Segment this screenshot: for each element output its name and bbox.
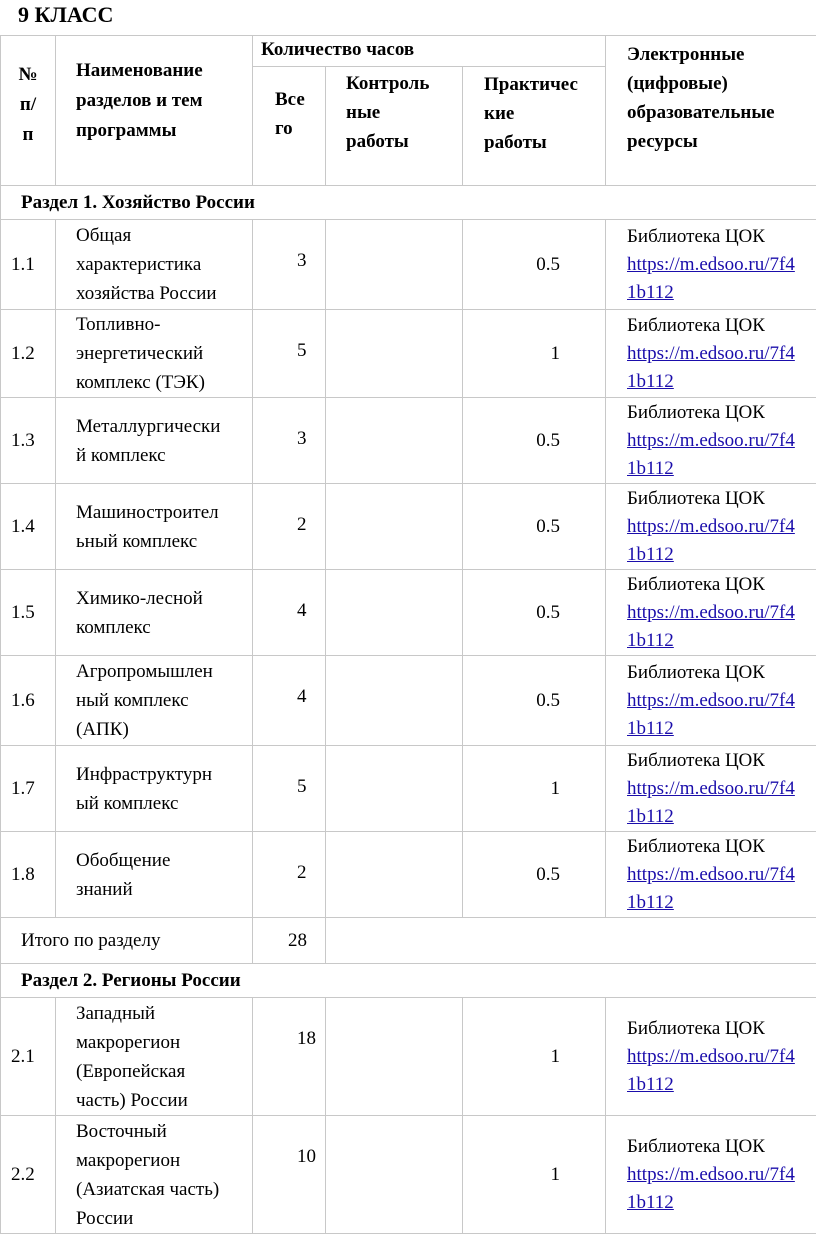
- row-practical-works: 0.5: [463, 398, 606, 484]
- resource-link[interactable]: https://m.edsoo.ru/7f4 1b112: [627, 342, 795, 392]
- row-control-works: [326, 1116, 463, 1234]
- header-name: Наименование разделов и тем программы: [56, 36, 253, 186]
- row-control-works: [326, 310, 463, 398]
- row-total-hours: 2: [253, 484, 326, 570]
- row-practical-works: 0.5: [463, 220, 606, 310]
- row-number: 1.2: [1, 310, 56, 398]
- row-practical-works: 0.5: [463, 832, 606, 918]
- row-topic-name: Металлургически й комплекс: [56, 398, 253, 484]
- row-practical-works: 1: [463, 746, 606, 832]
- subtotal-value: 28: [253, 918, 326, 964]
- resource-link[interactable]: https://m.edsoo.ru/7f4 1b112: [627, 515, 795, 565]
- row-topic-name: Машиностроител ьный комплекс: [56, 484, 253, 570]
- row-total-hours: 4: [253, 570, 326, 656]
- row-total-hours: 2: [253, 832, 326, 918]
- resource-label: Библиотека ЦОК: [627, 573, 765, 595]
- resource-link[interactable]: https://m.edsoo.ru/7f4 1b112: [627, 253, 795, 303]
- page-title: 9 КЛАСС: [18, 2, 114, 27]
- row-control-works: [326, 998, 463, 1116]
- row-resource: [606, 310, 816, 398]
- resource-label: Библиотека ЦОК: [627, 225, 765, 247]
- row-control-works: [326, 656, 463, 746]
- row-topic-name: Общая характеристика хозяйства России: [56, 220, 253, 310]
- row-practical-works: 1: [463, 1116, 606, 1234]
- resource-label: Библиотека ЦОК: [627, 487, 765, 509]
- row-topic-name: Топливно- энергетический комплекс (ТЭК): [56, 310, 253, 398]
- row-number: 1.5: [1, 570, 56, 656]
- curriculum-table: [0, 35, 816, 1234]
- header-total: Все го: [253, 67, 326, 186]
- row-topic-name: Восточный макрорегион (Азиатская часть) России: [56, 1116, 253, 1234]
- resource-link[interactable]: https://m.edsoo.ru/7f4 1b112: [627, 1045, 795, 1095]
- header-num: № п/ п: [1, 36, 56, 186]
- table-row: [1, 570, 816, 656]
- row-resource: [606, 656, 816, 746]
- resource-label: Библиотека ЦОК: [627, 749, 765, 771]
- resource-label: Библиотека ЦОК: [627, 835, 765, 857]
- resource-link[interactable]: https://m.edsoo.ru/7f4 1b112: [627, 429, 795, 479]
- row-number: 2.1: [1, 998, 56, 1116]
- table-row: [1, 220, 816, 310]
- table-row: [1, 998, 816, 1116]
- row-number: 1.6: [1, 656, 56, 746]
- row-resource: [606, 998, 816, 1116]
- resource-label: Библиотека ЦОК: [627, 1135, 765, 1157]
- row-resource: [606, 484, 816, 570]
- table-row: [1, 398, 816, 484]
- section-title: Раздел 1. Хозяйство России: [1, 186, 816, 220]
- row-practical-works: 0.5: [463, 656, 606, 746]
- section-subtotal-row: [1, 918, 816, 964]
- table-row: [1, 832, 816, 918]
- header-practical: Практичес кие работы: [463, 67, 606, 186]
- subtotal-label: Итого по разделу: [1, 918, 253, 964]
- resource-link[interactable]: https://m.edsoo.ru/7f4 1b112: [627, 601, 795, 651]
- row-resource: [606, 746, 816, 832]
- row-topic-name: Агропромышлен ный комплекс (АПК): [56, 656, 253, 746]
- row-total-hours: 3: [253, 398, 326, 484]
- table-row: [1, 484, 816, 570]
- row-number: 1.1: [1, 220, 56, 310]
- row-number: 1.3: [1, 398, 56, 484]
- row-control-works: [326, 746, 463, 832]
- row-topic-name: Химико-лесной комплекс: [56, 570, 253, 656]
- header-hours: Количество часов: [253, 36, 606, 67]
- row-total-hours: 5: [253, 746, 326, 832]
- resource-label: Библиотека ЦОК: [627, 1017, 765, 1039]
- row-control-works: [326, 398, 463, 484]
- row-resource: [606, 832, 816, 918]
- row-resource: [606, 220, 816, 310]
- resource-link[interactable]: https://m.edsoo.ru/7f4 1b112: [627, 689, 795, 739]
- row-control-works: [326, 220, 463, 310]
- row-number: 2.2: [1, 1116, 56, 1234]
- row-number: 1.7: [1, 746, 56, 832]
- row-resource: [606, 1116, 816, 1234]
- header-control: Контроль ные работы: [326, 67, 463, 186]
- row-topic-name: Обобщение знаний: [56, 832, 253, 918]
- table-row: [1, 746, 816, 832]
- row-number: 1.8: [1, 832, 56, 918]
- resource-link[interactable]: https://m.edsoo.ru/7f4 1b112: [627, 863, 795, 913]
- resource-label: Библиотека ЦОК: [627, 401, 765, 423]
- section-title: Раздел 2. Регионы России: [1, 964, 816, 998]
- resource-link[interactable]: https://m.edsoo.ru/7f4 1b112: [627, 1163, 795, 1213]
- row-topic-name: Инфраструктурн ый комплекс: [56, 746, 253, 832]
- row-topic-name: Западный макрорегион (Европейская часть) России: [56, 998, 253, 1116]
- row-control-works: [326, 832, 463, 918]
- row-practical-works: 1: [463, 998, 606, 1116]
- row-number: 1.4: [1, 484, 56, 570]
- row-resource: [606, 398, 816, 484]
- row-total-hours: 3: [253, 220, 326, 310]
- table-row: [1, 656, 816, 746]
- resource-label: Библиотека ЦОК: [627, 661, 765, 683]
- row-total-hours: 4: [253, 656, 326, 746]
- row-resource: [606, 570, 816, 656]
- row-practical-works: 0.5: [463, 484, 606, 570]
- table-row: [1, 1116, 816, 1234]
- row-total-hours: 10: [253, 1116, 326, 1234]
- section-header-row: [1, 186, 816, 220]
- row-total-hours: 5: [253, 310, 326, 398]
- section-header-row: [1, 964, 816, 998]
- row-control-works: [326, 570, 463, 656]
- row-practical-works: 1: [463, 310, 606, 398]
- subtotal-empty: [326, 918, 816, 964]
- row-total-hours: 18: [253, 998, 326, 1116]
- row-practical-works: 0.5: [463, 570, 606, 656]
- resource-link[interactable]: https://m.edsoo.ru/7f4 1b112: [627, 777, 795, 827]
- table-row: [1, 310, 816, 398]
- row-control-works: [326, 484, 463, 570]
- header-resources: Электронные (цифровые) образовательные ресурсы: [606, 36, 816, 186]
- header-row-1: [1, 36, 816, 67]
- resource-label: Библиотека ЦОК: [627, 314, 765, 336]
